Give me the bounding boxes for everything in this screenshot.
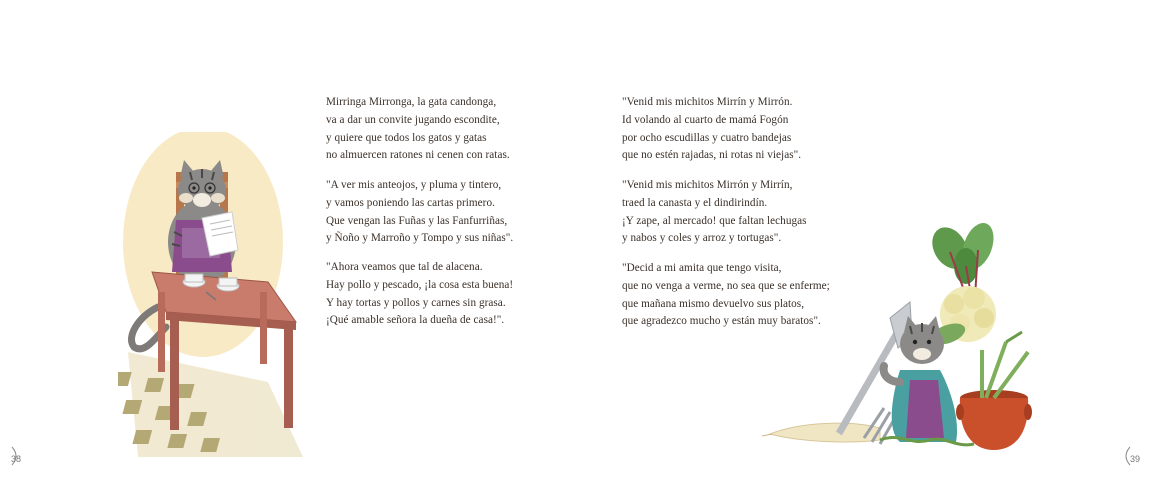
page-number-left [6,446,20,468]
verse-line: Y hay tortas y pollos y carnes sin grasa. [326,296,506,309]
verse-line: "Ahora veamos que tal de alacena. [326,261,483,273]
verse-line: ¡Y zape, al mercado! que faltan lechugas [622,214,807,227]
verse-line: que mañana mismo devuelvo sus platos, [622,297,805,310]
verse-line: que agradezco mucho y están muy baratos". [622,315,821,328]
verse-line: que no venga a verme, no sea que se enferme; [622,279,830,292]
verse-line: Mirringa Mirronga, la gata candonga, [326,96,497,108]
verse-line: "Venid mis michitos Mirrón y Mirrín, [622,179,793,191]
page-number-text: 39 [1130,454,1141,464]
stanza-1 [326,94,510,165]
stanza-2 [326,177,513,248]
page-number-right [1122,446,1141,468]
verse-line: Hay pollo y pescado, ¡la cosa esta buena! [326,278,514,291]
verse-line: "Venid mis michitos Mirrín y Mirrón. [622,96,793,108]
verse-line: y nabos y coles y arroz y tortugas". [622,232,782,245]
verse-line: y Ñoño y Marroño y Tompo y sus niñas". [326,232,514,245]
page-number-text: 38 [11,454,22,464]
verse-line: Id volando al cuarto de mamá Fogón [622,113,789,126]
verse-line: no almuercen ratones ni cenen con ratas. [326,149,510,162]
verse-line: por ocho escudillas y cuatro bandejas [622,131,792,144]
verse-line: "Decid a mi amita que tengo visita, [622,262,782,274]
verse-line: va a dar un convite jugando escondite, [326,113,500,126]
right-page [576,0,1152,480]
verse-line: y vamos poniendo las cartas primero. [326,196,495,209]
verse-line: traed la canasta y el dindirindín. [622,196,768,209]
cat-at-table-illustration [118,132,308,462]
verse-line: y quiere que todos los gatos y gatas [326,131,487,144]
verse-line: Que vengan las Fuñas y las Fanfurriñas, [326,214,508,227]
stanza-3 [326,259,513,330]
stanza-4 [622,94,801,165]
verse-line: ¡Qué amable señora la dueña de casa!". [326,314,505,327]
verse-line: "A ver mis anteojos, y pluma y tintero, [326,179,502,191]
verse-line: que no estén rajadas, ni rotas ni viejas". [622,149,802,162]
cat-with-fork-and-vegetables-illustration [760,222,1050,462]
